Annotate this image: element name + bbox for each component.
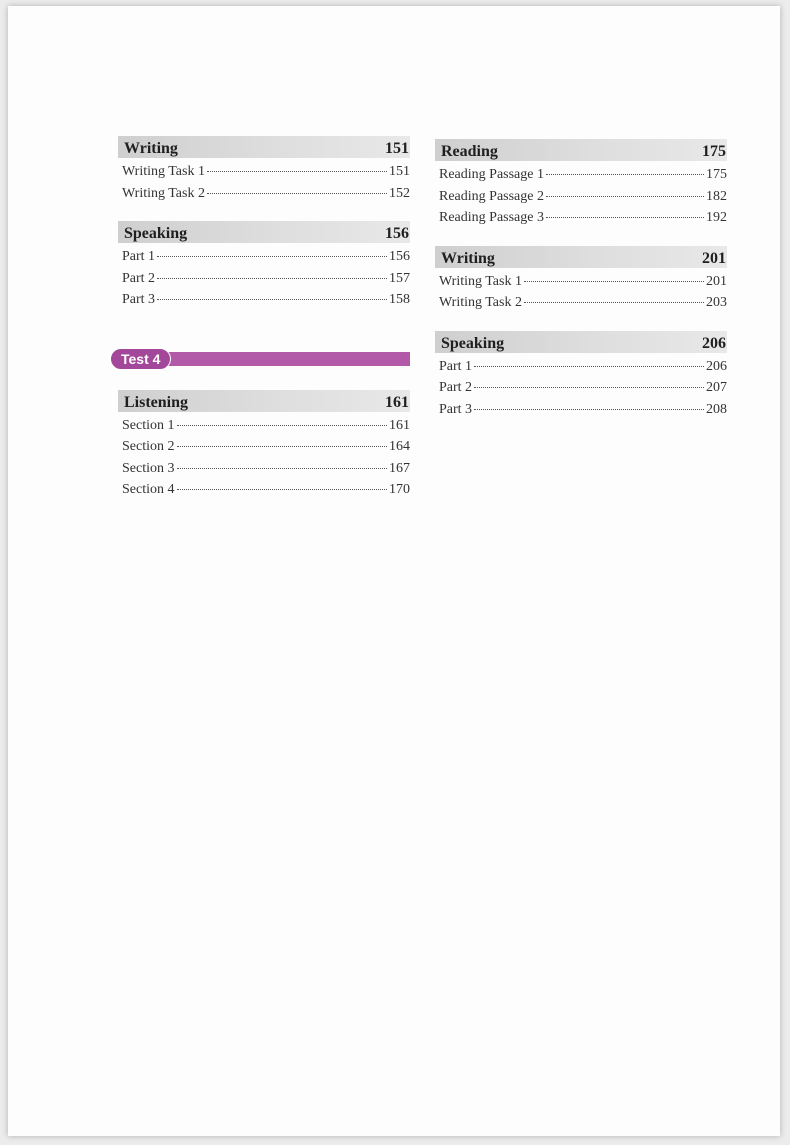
section-writing	[435, 246, 727, 317]
dot-leader	[177, 446, 388, 447]
toc-entry[interactable]	[435, 210, 727, 232]
section-title: Writing	[124, 140, 178, 157]
toc-entry[interactable]	[118, 164, 410, 186]
dot-leader	[157, 278, 387, 279]
section-title: Speaking	[441, 334, 505, 352]
entry-label: Section 4	[122, 482, 175, 497]
section-title: Writing	[441, 249, 495, 267]
section-speaking	[435, 331, 727, 424]
entry-page: 152	[389, 185, 410, 201]
dot-leader	[546, 196, 704, 197]
section-heading	[435, 139, 727, 161]
toc-entry[interactable]	[435, 295, 727, 317]
entry-page: 203	[706, 295, 727, 310]
entry-page: 157	[389, 270, 410, 286]
section-title: Reading	[441, 143, 498, 160]
book-page	[8, 6, 780, 1136]
dot-leader	[524, 281, 704, 282]
toc-entry[interactable]	[435, 402, 727, 424]
section-page: 201	[702, 249, 726, 267]
dot-leader	[474, 409, 704, 410]
dot-leader	[157, 299, 387, 300]
toc-entry[interactable]	[435, 359, 727, 381]
section-page: 151	[385, 140, 409, 157]
dot-leader	[474, 366, 704, 367]
dot-leader	[207, 171, 387, 172]
entry-label: Part 2	[439, 380, 473, 395]
entry-label: Reading Passage 2	[439, 188, 544, 204]
entry-page: 207	[706, 380, 727, 395]
dot-leader	[177, 489, 388, 490]
entry-label: Writing Task 2	[122, 185, 205, 201]
entry-label: Section 2	[122, 439, 175, 454]
dot-leader	[474, 387, 704, 388]
dot-leader	[546, 217, 704, 218]
dot-leader	[177, 425, 388, 426]
section-title: Listening	[124, 393, 189, 411]
entry-page: 182	[706, 188, 727, 204]
section-heading	[118, 221, 410, 243]
right-column	[435, 139, 727, 437]
toc-entry[interactable]	[118, 249, 410, 271]
section-title: Speaking	[124, 225, 188, 242]
banner-label: Test 4	[110, 348, 171, 370]
entry-label: Part 1	[439, 358, 473, 374]
toc-entry[interactable]	[435, 274, 727, 296]
dot-leader	[207, 193, 387, 194]
toc-entry[interactable]	[118, 461, 410, 483]
entry-label: Reading Passage 3	[439, 210, 544, 225]
toc-entry[interactable]	[118, 271, 410, 293]
section-reading	[435, 139, 727, 232]
toc-entry[interactable]	[118, 292, 410, 314]
entry-label: Writing Task 1	[122, 164, 205, 179]
entry-label: Section 1	[122, 417, 175, 433]
entry-page: 208	[706, 401, 727, 417]
left-column	[118, 136, 410, 518]
entry-page: 167	[389, 460, 410, 476]
toc-entry[interactable]	[118, 439, 410, 461]
entry-page: 164	[389, 439, 410, 454]
section-heading	[435, 246, 727, 268]
entry-label: Part 1	[122, 249, 156, 264]
dot-leader	[177, 468, 388, 469]
test-4-banner	[110, 348, 410, 370]
entry-page: 206	[706, 358, 727, 374]
entry-page: 151	[389, 164, 410, 179]
section-page: 175	[702, 143, 726, 160]
section-writing	[118, 136, 410, 207]
entry-page: 170	[389, 482, 410, 497]
toc-entry[interactable]	[435, 189, 727, 211]
section-page: 161	[385, 393, 409, 411]
section-listening	[118, 390, 410, 504]
section-speaking	[118, 221, 410, 314]
entry-page: 201	[706, 273, 727, 289]
entry-label: Part 3	[122, 292, 156, 307]
toc-entry[interactable]	[435, 380, 727, 402]
dot-leader	[157, 256, 387, 257]
entry-page: 175	[706, 167, 727, 182]
entry-label: Part 2	[122, 270, 156, 286]
toc-entry[interactable]	[118, 186, 410, 208]
dot-leader	[524, 302, 704, 303]
toc-entry[interactable]	[435, 167, 727, 189]
section-heading	[118, 390, 410, 412]
dot-leader	[546, 174, 704, 175]
entry-page: 158	[389, 292, 410, 307]
entry-label: Reading Passage 1	[439, 167, 544, 182]
toc-entry[interactable]	[118, 418, 410, 440]
section-heading	[118, 136, 410, 158]
entry-label: Writing Task 2	[439, 295, 522, 310]
section-page: 206	[702, 334, 726, 352]
entry-label: Section 3	[122, 460, 175, 476]
entry-page: 192	[706, 210, 727, 225]
entry-page: 156	[389, 249, 410, 264]
toc-entry[interactable]	[118, 482, 410, 504]
section-heading	[435, 331, 727, 353]
entry-label: Part 3	[439, 401, 473, 417]
entry-label: Writing Task 1	[439, 273, 522, 289]
entry-page: 161	[389, 417, 410, 433]
section-page: 156	[385, 225, 409, 242]
banner-bar	[130, 352, 410, 366]
